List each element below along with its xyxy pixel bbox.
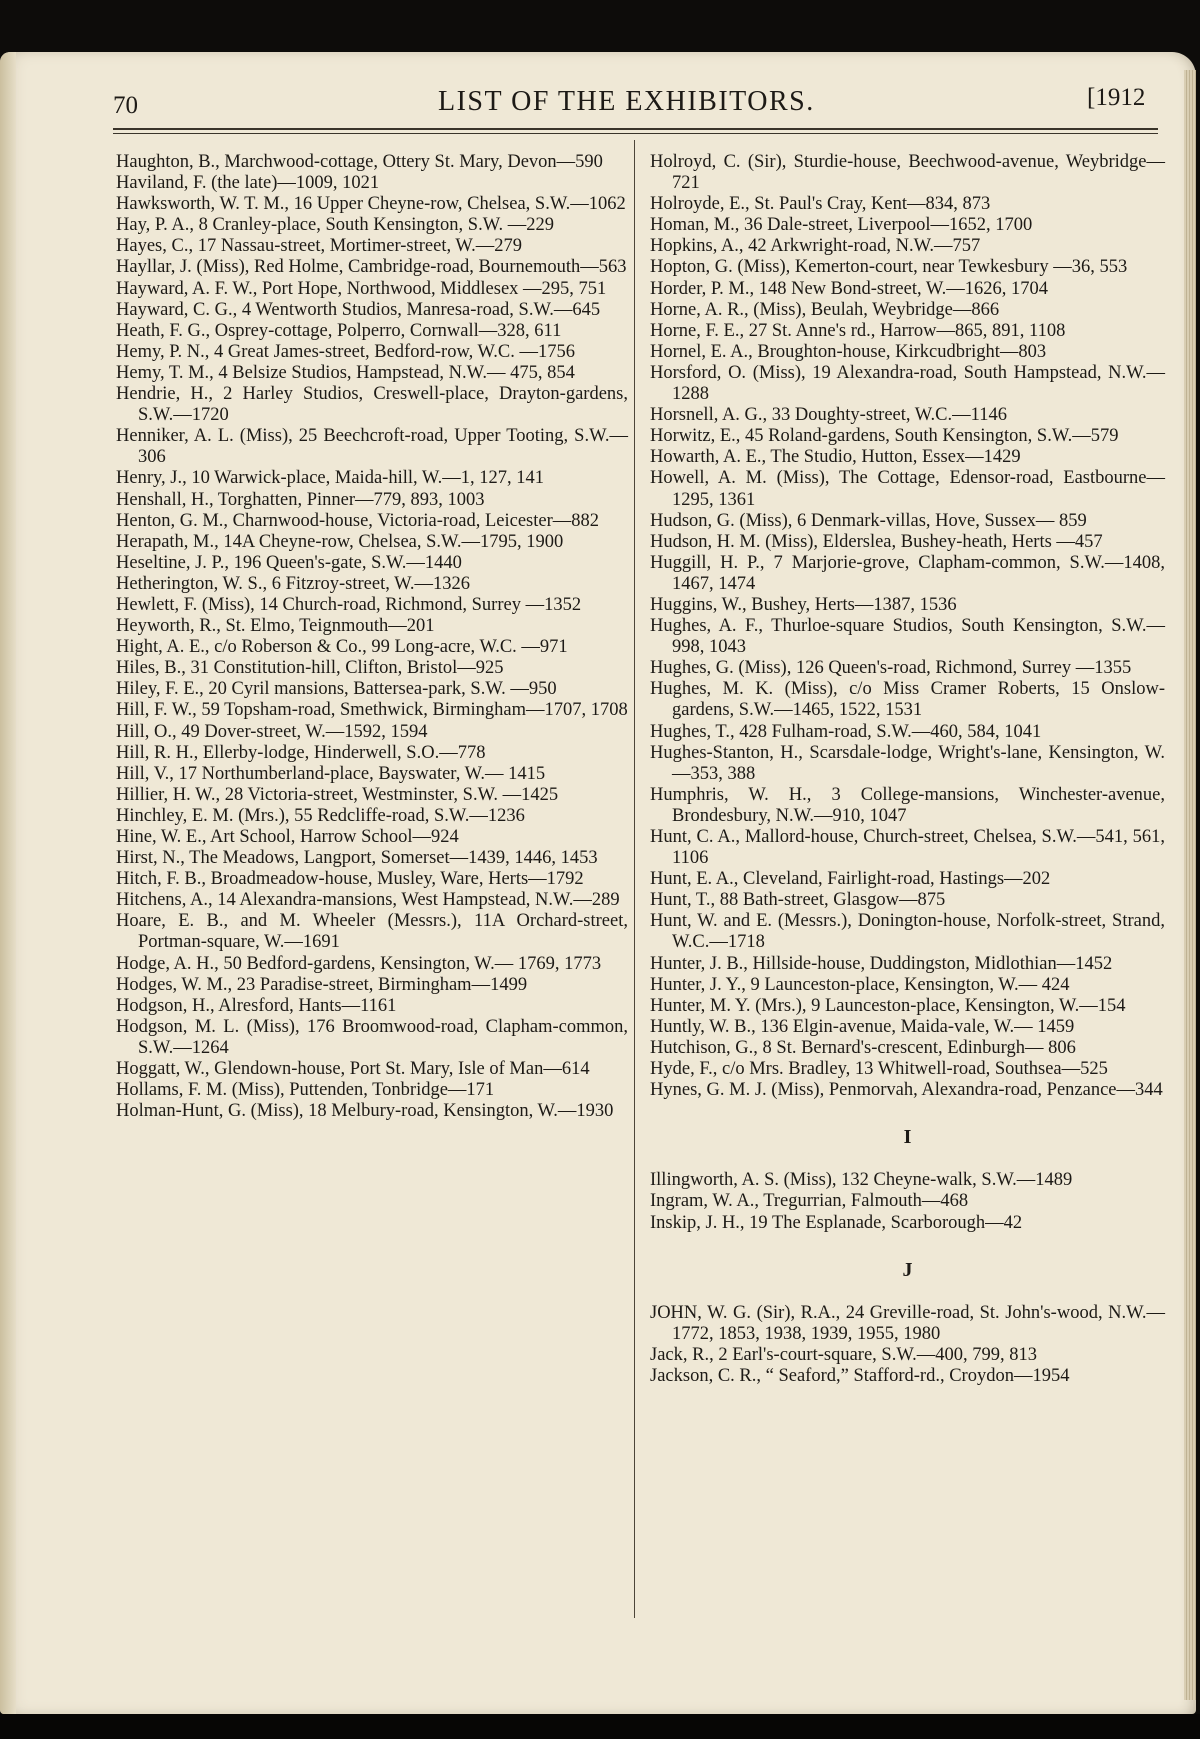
exhibitor-entry: JOHN, W. G. (Sir), R.A., 24 Greville-road, St. John's-wood, N.W.—1772, 1853, 1938, 1939, 1955, 1980 <box>650 1302 1165 1344</box>
exhibitor-entry: Hunter, M. Y. (Mrs.), 9 Launceston-place, Kensington, W.—154 <box>650 995 1126 1016</box>
right-column <box>650 152 1165 1387</box>
right-entries <box>650 152 1165 1101</box>
exhibitor-entry: Hodges, W. M., 23 Paradise-street, Birmingham—1499 <box>116 974 528 995</box>
exhibitor-entry: Hayes, C., 17 Nassau-street, Mortimer-street, W.—279 <box>116 236 523 257</box>
exhibitor-entry: Heath, F. G., Osprey-cottage, Polperro, Cornwall—328, 611 <box>116 320 562 341</box>
section-j-entries <box>650 1303 1165 1387</box>
exhibitor-entry: Hunter, J. B., Hillside-house, Duddingston, Midlothian—1452 <box>650 953 1113 974</box>
exhibitor-entry: Jack, R., 2 Earl's-court-square, S.W.—400, 799, 813 <box>650 1344 1037 1365</box>
header-rule <box>113 128 1158 130</box>
page-title: LIST OF THE EXHIBITORS. <box>438 86 815 117</box>
exhibitor-entry: Hughes, G. (Miss), 126 Queen's-road, Richmond, Surrey —1355 <box>650 658 1132 679</box>
exhibitor-entry: Herapath, M., 14A Cheyne-row, Chelsea, S.W.—1795, 1900 <box>116 531 564 552</box>
year-label: [1912 <box>1087 84 1146 111</box>
exhibitor-entry: Hughes, T., 428 Fulham-road, S.W.—460, 584, 1041 <box>650 721 1042 742</box>
exhibitor-entry: Horsnell, A. G., 33 Doughty-street, W.C.—1146 <box>650 405 1007 426</box>
exhibitor-entry: Hirst, N., The Meadows, Langport, Somerset—1439, 1446, 1453 <box>116 848 598 869</box>
exhibitor-entry: Hoare, E. B., and M. Wheeler (Messrs.), 11A Orchard-street, Portman-square, W.—1691 <box>116 911 628 953</box>
exhibitor-entry: Huggill, H. P., 7 Marjorie-grove, Clapham-common, S.W.—1408, 1467, 1474 <box>650 552 1165 594</box>
exhibitor-entry: Hughes, A. F., Thurloe-square Studios, South Kensington, S.W.—998, 1043 <box>650 616 1165 658</box>
exhibitor-entry: Horwitz, E., 45 Roland-gardens, South Kensington, S.W.—579 <box>650 426 1119 447</box>
exhibitor-entry: Henton, G. M., Charnwood-house, Victoria-road, Leicester—882 <box>116 510 600 531</box>
exhibitor-entry: Jackson, C. R., “ Seaford,” Stafford-rd., Croydon—1954 <box>650 1365 1070 1386</box>
exhibitor-entry: Hunt, E. A., Cleveland, Fairlight-road, Hastings—202 <box>650 869 1051 890</box>
exhibitor-entry: Holroyd, C. (Sir), Sturdie-house, Beechwood-avenue, Weybridge—721 <box>650 152 1165 194</box>
exhibitor-entry: Hodgson, M. L. (Miss), 176 Broomwood-road, Clapham-common, S.W.—1264 <box>116 1016 628 1058</box>
exhibitor-entry: Haviland, F. (the late)—1009, 1021 <box>116 173 380 194</box>
exhibitor-entry: Hughes, M. K. (Miss), c/o Miss Cramer Roberts, 15 Onslow-gardens, S.W.—1465, 1522, 1531 <box>650 679 1165 721</box>
exhibitor-entry: Hornel, E. A., Broughton-house, Kirkcudbright—803 <box>650 341 1047 362</box>
exhibitor-entry: Hunt, W. and E. (Messrs.), Donington-house, Norfolk-street, Strand, W.C.—1718 <box>650 911 1165 953</box>
exhibitor-entry: Hill, F. W., 59 Topsham-road, Smethwick, Birmingham—1707, 1708 <box>116 700 628 721</box>
exhibitor-entry: Hyde, F., c/o Mrs. Bradley, 13 Whitwell-road, Southsea—525 <box>650 1059 1108 1080</box>
column-divider <box>634 140 635 1618</box>
exhibitor-entry: Horder, P. M., 148 New Bond-street, W.—1626, 1704 <box>650 278 1049 299</box>
page-number: 70 <box>113 92 138 119</box>
exhibitor-entry: Huggins, W., Bushey, Herts—1387, 1536 <box>650 594 957 615</box>
page-gutter <box>0 52 16 1714</box>
exhibitor-entry: Horne, A. R., (Miss), Beulah, Weybridge—866 <box>650 299 1000 320</box>
exhibitor-entry: Hodge, A. H., 50 Bedford-gardens, Kensington, W.— 1769, 1773 <box>116 953 602 974</box>
header-rule-thin <box>113 133 1158 134</box>
exhibitor-entry: Hopton, G. (Miss), Kemerton-court, near Tewkesbury —36, 553 <box>650 257 1128 278</box>
exhibitor-entry: Hill, V., 17 Northumberland-place, Bayswater, W.— 1415 <box>116 763 546 784</box>
exhibitor-entry: Hughes-Stanton, H., Scarsdale-lodge, Wright's-lane, Kensington, W.—353, 388 <box>650 742 1165 784</box>
exhibitor-entry: Hynes, G. M. J. (Miss), Penmorvah, Alexandra-road, Penzance—344 <box>650 1080 1163 1101</box>
exhibitor-entry: Hinchley, E. M. (Mrs.), 55 Redcliffe-road, S.W.—1236 <box>116 805 525 826</box>
exhibitor-entry: Hill, O., 49 Dover-street, W.—1592, 1594 <box>116 721 428 742</box>
exhibitor-entry: Homan, M., 36 Dale-street, Liverpool—1652, 1700 <box>650 215 1033 236</box>
exhibitor-entry: Hiles, B., 31 Constitution-hill, Clifton, Bristol—925 <box>116 658 504 679</box>
exhibitor-entry: Hitch, F. B., Broadmeadow-house, Musley, Ware, Herts—1792 <box>116 869 584 890</box>
section-letter-j: J <box>902 1258 913 1281</box>
exhibitor-entry: Hight, A. E., c/o Roberson & Co., 99 Long-acre, W.C. —971 <box>116 637 568 658</box>
exhibitor-entry: Hunt, T., 88 Bath-street, Glasgow—875 <box>650 890 946 911</box>
exhibitor-entry: Hawksworth, W. T. M., 16 Upper Cheyne-row, Chelsea, S.W.—1062 <box>116 194 626 215</box>
exhibitor-entry: Hodgson, H., Alresford, Hants—1161 <box>116 995 397 1016</box>
exhibitor-entry: Hunter, J. Y., 9 Launceston-place, Kensington, W.— 424 <box>650 974 1070 995</box>
exhibitor-entry: Hemy, T. M., 4 Belsize Studios, Hampstead, N.W.— 475, 854 <box>116 362 575 383</box>
exhibitor-entry: Henry, J., 10 Warwick-place, Maida-hill, W.—1, 127, 141 <box>116 468 545 489</box>
exhibitor-entry: Hillier, H. W., 28 Victoria-street, Westminster, S.W. —1425 <box>116 784 559 805</box>
exhibitor-entry: Howell, A. M. (Miss), The Cottage, Edensor-road, Eastbourne—1295, 1361 <box>650 468 1165 510</box>
exhibitor-entry: Ingram, W. A., Tregurrian, Falmouth—468 <box>650 1191 969 1212</box>
exhibitor-entry: Holroyde, E., St. Paul's Cray, Kent—834, 873 <box>650 194 991 215</box>
left-column <box>116 152 628 1122</box>
exhibitor-entry: Hoggatt, W., Glendown-house, Port St. Mary, Isle of Man—614 <box>116 1059 590 1080</box>
exhibitor-entry: Hayllar, J. (Miss), Red Holme, Cambridge-road, Bournemouth—563 <box>116 257 627 278</box>
exhibitor-entry: Horne, F. E., 27 St. Anne's rd., Harrow—865, 891, 1108 <box>650 320 1066 341</box>
exhibitor-entry: Henniker, A. L. (Miss), 25 Beechcroft-road, Upper Tooting, S.W.—306 <box>116 426 628 468</box>
exhibitor-entry: Hetherington, W. S., 6 Fitzroy-street, W.—1326 <box>116 573 471 594</box>
exhibitor-entry: Howarth, A. E., The Studio, Hutton, Essex—1429 <box>650 447 1021 468</box>
exhibitor-entry: Hay, P. A., 8 Cranley-place, South Kensington, S.W. —229 <box>116 215 554 236</box>
exhibitor-entry: Horsford, O. (Miss), 19 Alexandra-road, South Hampstead, N.W.—1288 <box>650 362 1165 405</box>
section-letter-i: I <box>903 1126 912 1149</box>
exhibitor-entry: Hendrie, H., 2 Harley Studios, Creswell-place, Drayton-gardens, S.W.—1720 <box>116 384 628 426</box>
exhibitor-entry: Hunt, C. A., Mallord-house, Church-street, Chelsea, S.W.—541, 561, 1106 <box>650 827 1165 869</box>
exhibitor-entry: Hudson, G. (Miss), 6 Denmark-villas, Hove, Sussex— 859 <box>650 510 1087 531</box>
exhibitor-entry: Hewlett, F. (Miss), 14 Church-road, Richmond, Surrey —1352 <box>116 594 582 615</box>
exhibitor-entry: Hill, R. H., Ellerby-lodge, Hinderwell, S.O.—778 <box>116 742 486 763</box>
exhibitor-entry: Heyworth, R., St. Elmo, Teignmouth—201 <box>116 616 435 637</box>
exhibitor-entry: Hopkins, A., 42 Arkwright-road, N.W.—757 <box>650 236 981 257</box>
exhibitor-entry: Haughton, B., Marchwood-cottage, Ottery St. Mary, Devon—590 <box>116 152 603 172</box>
scan-bottom-border <box>0 1714 1200 1739</box>
exhibitor-entry: Hudson, H. M. (Miss), Elderslea, Bushey-heath, Herts —457 <box>650 531 1103 552</box>
page-edges <box>1184 70 1196 1700</box>
exhibitor-entry: Hiley, F. E., 20 Cyril mansions, Battersea-park, S.W. —950 <box>116 679 557 700</box>
exhibitor-entry: Heseltine, J. P., 196 Queen's-gate, S.W.—1440 <box>116 552 462 573</box>
exhibitor-entry: Huntly, W. B., 136 Elgin-avenue, Maida-vale, W.— 1459 <box>650 1016 1075 1037</box>
exhibitor-entry: Illingworth, A. S. (Miss), 132 Cheyne-walk, S.W.—1489 <box>650 1170 1073 1191</box>
exhibitor-entry: Hine, W. E., Art School, Harrow School—924 <box>116 827 459 847</box>
exhibitor-entry: Henshall, H., Torghatten, Pinner—779, 893, 1003 <box>116 489 485 510</box>
exhibitor-entry: Humphris, W. H., 3 College-mansions, Winchester-avenue, Brondesbury, N.W.—910, 1047 <box>650 784 1165 826</box>
exhibitor-entry: Hutchison, G., 8 St. Bernard's-crescent, Edinburgh— 806 <box>650 1037 1076 1058</box>
exhibitor-entry: Hollams, F. M. (Miss), Puttenden, Tonbridge—171 <box>116 1080 495 1101</box>
exhibitor-entry: Holman-Hunt, G. (Miss), 18 Melbury-road, Kensington, W.—1930 <box>116 1101 614 1122</box>
exhibitor-entry: Hayward, C. G., 4 Wentworth Studios, Manresa-road, S.W.—645 <box>116 299 601 320</box>
exhibitor-entry: Hitchens, A., 14 Alexandra-mansions, West Hampstead, N.W.—289 <box>116 890 620 911</box>
section-i-entries <box>650 1170 1165 1233</box>
exhibitor-entry: Inskip, J. H., 19 The Esplanade, Scarborough—42 <box>650 1212 1023 1233</box>
exhibitor-entry: Hemy, P. N., 4 Great James-street, Bedford-row, W.C. —1756 <box>116 341 575 362</box>
exhibitor-entry: Hayward, A. F. W., Port Hope, Northwood, Middlesex —295, 751 <box>116 278 607 299</box>
